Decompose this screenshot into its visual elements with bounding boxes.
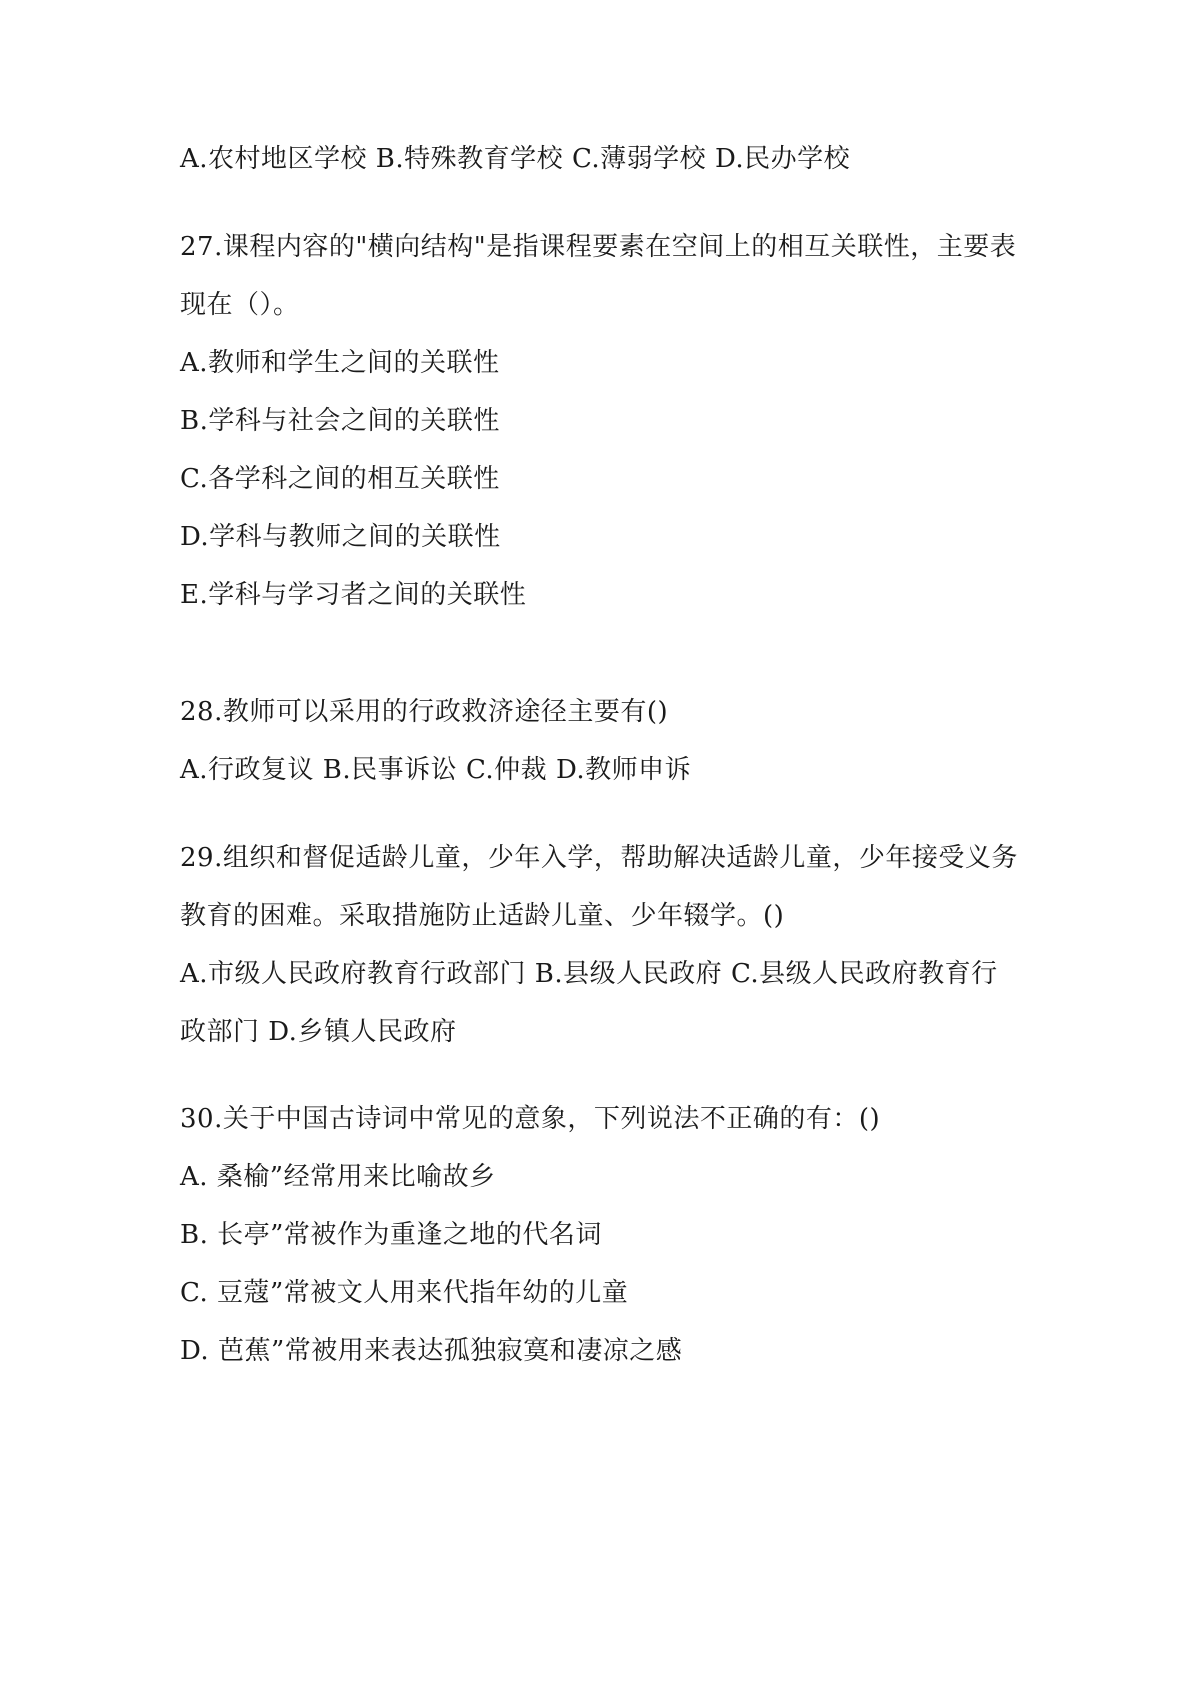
q27-option-a: A.教师和学生之间的关联性 xyxy=(180,348,500,378)
q29-options-line1: A.市级人民政府教育行政部门 B.县级人民政府 C.县级人民政府教育行 xyxy=(180,959,998,989)
q29-stem-line1: 29.组织和督促适龄儿童，少年入学，帮助解决适龄儿童，少年接受义务 xyxy=(180,843,1018,873)
q30-option-b: B. 长亭”常被作为重逢之地的代名词 xyxy=(180,1220,602,1250)
q26-options: A.农村地区学校 B.特殊教育学校 C.薄弱学校 D.民办学校 xyxy=(180,144,851,174)
q28-options: A.行政复议 B.民事诉讼 C.仲裁 D.教师申诉 xyxy=(180,755,692,785)
q29-options-line2: 政部门 D.乡镇人民政府 xyxy=(180,1017,457,1047)
q30-option-c: C. 豆蔻”常被文人用来代指年幼的儿童 xyxy=(180,1278,629,1308)
q30-option-a: A. 桑榆”经常用来比喻故乡 xyxy=(180,1162,496,1192)
q29-stem-line2: 教育的困难。采取措施防止适龄儿童、少年辍学。() xyxy=(180,901,785,931)
q30-stem: 30.关于中国古诗词中常见的意象，下列说法不正确的有：() xyxy=(180,1104,881,1134)
q27-option-b: B.学科与社会之间的关联性 xyxy=(180,406,500,436)
q28-stem: 28.教师可以采用的行政救济途径主要有() xyxy=(180,697,669,727)
q27-option-c: C.各学科之间的相互关联性 xyxy=(180,464,500,494)
q27-stem-line2: 现在（）。 xyxy=(180,290,300,320)
q30-option-d: D. 芭蕉”常被用来表达孤独寂寞和凄凉之感 xyxy=(180,1336,683,1366)
q27-option-e: E.学科与学习者之间的关联性 xyxy=(180,580,527,610)
q27-stem-line1: 27.课程内容的"横向结构"是指课程要素在空间上的相互关联性，主要表 xyxy=(180,232,1017,262)
q27-option-d: D.学科与教师之间的关联性 xyxy=(180,522,501,552)
